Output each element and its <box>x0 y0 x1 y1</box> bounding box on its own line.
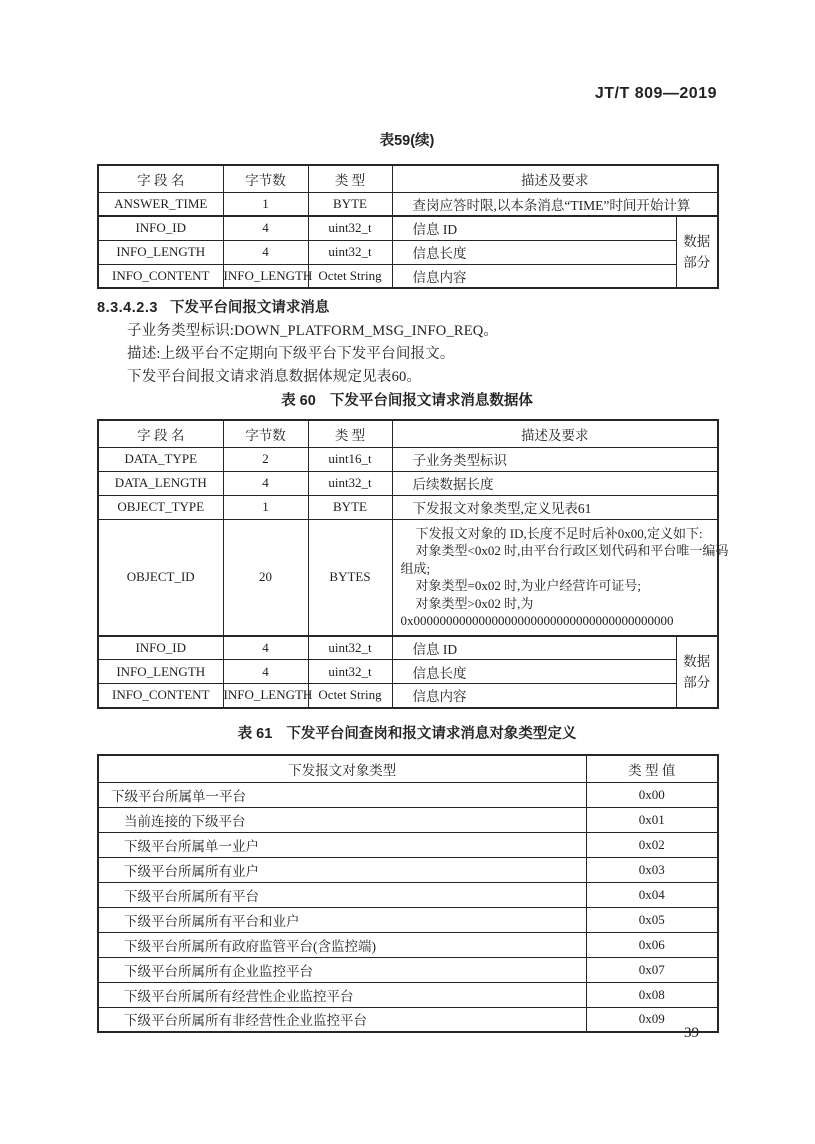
table-row <box>98 216 718 240</box>
field-name-cell: INFO_LENGTH <box>98 660 223 684</box>
paragraph: 描述:上级平台不定期向下级平台下发平台间报文。 <box>127 346 455 362</box>
field-name-cell: ANSWER_TIME <box>98 192 223 216</box>
byte-count-cell: INFO_LENGTH <box>223 264 308 288</box>
table59-header-row <box>98 165 718 192</box>
col-header-desc: 描述及要求 <box>392 420 718 447</box>
byte-count-cell: INFO_LENGTH <box>223 684 308 708</box>
byte-count-cell: 4 <box>223 240 308 264</box>
table61-caption-title: 下发平台间查岗和报文请求消息对象类型定义 <box>286 726 577 742</box>
byte-count-cell: 4 <box>223 216 308 240</box>
object-type-cell: 下级平台所属所有经营性企业监控平台 <box>98 982 586 1007</box>
object-type-cell: 下级平台所属单一平台 <box>98 782 586 807</box>
table-row <box>98 1007 718 1032</box>
col-header-object-type: 下发报文对象类型 <box>98 755 586 782</box>
type-cell: BYTES <box>308 519 392 636</box>
desc-line: 0x0000000000000000000000000000000000000000 <box>400 613 674 628</box>
col-header-type: 类 型 <box>308 420 392 447</box>
paragraph: 子业务类型标识:DOWN_PLATFORM_MSG_INFO_REQ。 <box>127 323 499 339</box>
byte-count-cell: 4 <box>223 471 308 495</box>
desc-cell: 查岗应答时限,以本条消息“TIME”时间开始计算 <box>392 192 718 216</box>
object-type-cell: 下级平台所属所有平台 <box>98 882 586 907</box>
table-row <box>98 471 718 495</box>
byte-count-cell: 20 <box>223 519 308 636</box>
col-header-bytes: 字节数 <box>223 420 308 447</box>
table-row <box>98 982 718 1007</box>
type-value-cell: 0x03 <box>586 857 718 882</box>
type-cell: uint32_t <box>308 471 392 495</box>
table61-caption <box>97 722 717 743</box>
table-row <box>98 857 718 882</box>
field-name-cell: DATA_LENGTH <box>98 471 223 495</box>
desc-cell: 信息内容 <box>392 684 676 708</box>
table60-caption-title: 下发平台间报文请求消息数据体 <box>329 393 533 409</box>
desc-cell: 后续数据长度 <box>392 471 718 495</box>
desc-line: 下发报文对象的 ID,长度不足时后补0x00,定义如下: <box>415 525 703 541</box>
type-cell: uint16_t <box>308 447 392 471</box>
table61-caption-label: 表 61 <box>237 726 273 742</box>
table60-caption-label: 表 60 <box>281 393 316 409</box>
field-name-cell: OBJECT_TYPE <box>98 495 223 519</box>
byte-count-cell: 1 <box>223 495 308 519</box>
field-name-cell: DATA_TYPE <box>98 447 223 471</box>
table-row <box>98 907 718 932</box>
table-row <box>98 636 718 660</box>
desc-line: 对象类型=0x02 时,为业户经营许可证号; <box>415 578 641 593</box>
field-name-cell: OBJECT_ID <box>98 519 223 636</box>
type-value-cell: 0x01 <box>586 807 718 832</box>
field-name-cell: INFO_CONTENT <box>98 264 223 288</box>
col-header-type-value: 类 型 值 <box>586 755 718 782</box>
object-type-cell: 当前连接的下级平台 <box>98 807 586 832</box>
table61 <box>97 754 719 1033</box>
data-part-label <box>676 636 718 708</box>
byte-count-cell: 4 <box>223 636 308 660</box>
table-row <box>98 932 718 957</box>
byte-count-cell: 1 <box>223 192 308 216</box>
desc-cell: 信息 ID <box>392 216 676 240</box>
table-row <box>98 192 718 216</box>
object-type-cell: 下级平台所属所有业户 <box>98 857 586 882</box>
table-row <box>98 832 718 857</box>
doc-number: JT/T 809—2019 <box>594 85 717 102</box>
byte-count-cell: 2 <box>223 447 308 471</box>
desc-cell: 信息长度 <box>392 660 676 684</box>
byte-count-cell: 4 <box>223 660 308 684</box>
table-row <box>98 882 718 907</box>
type-value-cell: 0x04 <box>586 882 718 907</box>
type-cell: uint32_t <box>308 636 392 660</box>
object-type-cell: 下级平台所属所有企业监控平台 <box>98 957 586 982</box>
data-part-line2: 部分 <box>683 255 711 270</box>
table-row-object-id <box>98 519 718 636</box>
table59-caption-text: 表59(续) <box>379 133 435 149</box>
col-header-desc: 描述及要求 <box>392 165 718 192</box>
type-value-cell: 0x08 <box>586 982 718 1007</box>
table-row <box>98 684 718 708</box>
col-header-field: 字 段 名 <box>98 420 223 447</box>
desc-cell: 信息内容 <box>392 264 676 288</box>
table-row <box>98 447 718 471</box>
table-row <box>98 240 718 264</box>
type-value-cell: 0x09 <box>586 1007 718 1032</box>
table-row <box>98 495 718 519</box>
desc-line: 对象类型<0x02 时,由平台行政区划代码和平台唯一编码 <box>415 543 729 558</box>
type-value-cell: 0x02 <box>586 832 718 857</box>
desc-cell: 信息 ID <box>392 636 676 660</box>
table-row <box>98 957 718 982</box>
document-page <box>97 0 729 1144</box>
col-header-bytes: 字节数 <box>223 165 308 192</box>
section-heading <box>97 296 329 317</box>
table59-caption <box>97 129 717 150</box>
paragraph: 下发平台间报文请求消息数据体规定见表60。 <box>127 369 422 385</box>
data-part-line1: 数据 <box>683 234 711 249</box>
table59 <box>97 164 719 289</box>
table61-header-row <box>98 755 718 782</box>
object-type-cell: 下级平台所属单一业户 <box>98 832 586 857</box>
col-header-field: 字 段 名 <box>98 165 223 192</box>
type-cell: uint32_t <box>308 660 392 684</box>
type-cell: Octet String <box>308 264 392 288</box>
type-cell: Octet String <box>308 684 392 708</box>
table-row <box>98 660 718 684</box>
type-cell: uint32_t <box>308 240 392 264</box>
type-cell: uint32_t <box>308 216 392 240</box>
table60 <box>97 419 729 709</box>
field-name-cell: INFO_ID <box>98 216 223 240</box>
desc-cell: 子业务类型标识 <box>392 447 718 471</box>
type-cell: BYTE <box>308 192 392 216</box>
section-number: 8.3.4.2.3 <box>97 300 158 316</box>
table-row <box>98 782 718 807</box>
field-name-cell: INFO_ID <box>98 636 223 660</box>
field-name-cell: INFO_LENGTH <box>98 240 223 264</box>
data-part-line1: 数据 <box>683 653 711 669</box>
data-part-label <box>676 216 718 288</box>
table-row <box>98 807 718 832</box>
object-type-cell: 下级平台所属所有平台和业户 <box>98 907 586 932</box>
table60-caption <box>97 389 717 410</box>
desc-cell: 信息长度 <box>392 240 676 264</box>
table60-header-row <box>98 420 718 447</box>
object-type-cell: 下级平台所属所有非经营性企业监控平台 <box>98 1007 586 1032</box>
section-title: 下发平台间报文请求消息 <box>169 300 330 316</box>
object-type-cell: 下级平台所属所有政府监管平台(含监控端) <box>98 932 586 957</box>
data-part-line2: 部分 <box>683 674 711 690</box>
field-name-cell: INFO_CONTENT <box>98 684 223 708</box>
desc-line: 组成; <box>400 560 431 576</box>
type-value-cell: 0x05 <box>586 907 718 932</box>
type-cell: BYTE <box>308 495 392 519</box>
type-value-cell: 0x06 <box>586 932 718 957</box>
type-value-cell: 0x07 <box>586 957 718 982</box>
col-header-type: 类 型 <box>308 165 392 192</box>
desc-line: 对象类型>0x02 时,为 <box>415 595 534 611</box>
page-number: 39 <box>684 1025 699 1041</box>
desc-cell <box>392 519 729 636</box>
type-value-cell: 0x00 <box>586 782 718 807</box>
table-row <box>98 264 718 288</box>
desc-cell: 下发报文对象类型,定义见表61 <box>392 495 718 519</box>
